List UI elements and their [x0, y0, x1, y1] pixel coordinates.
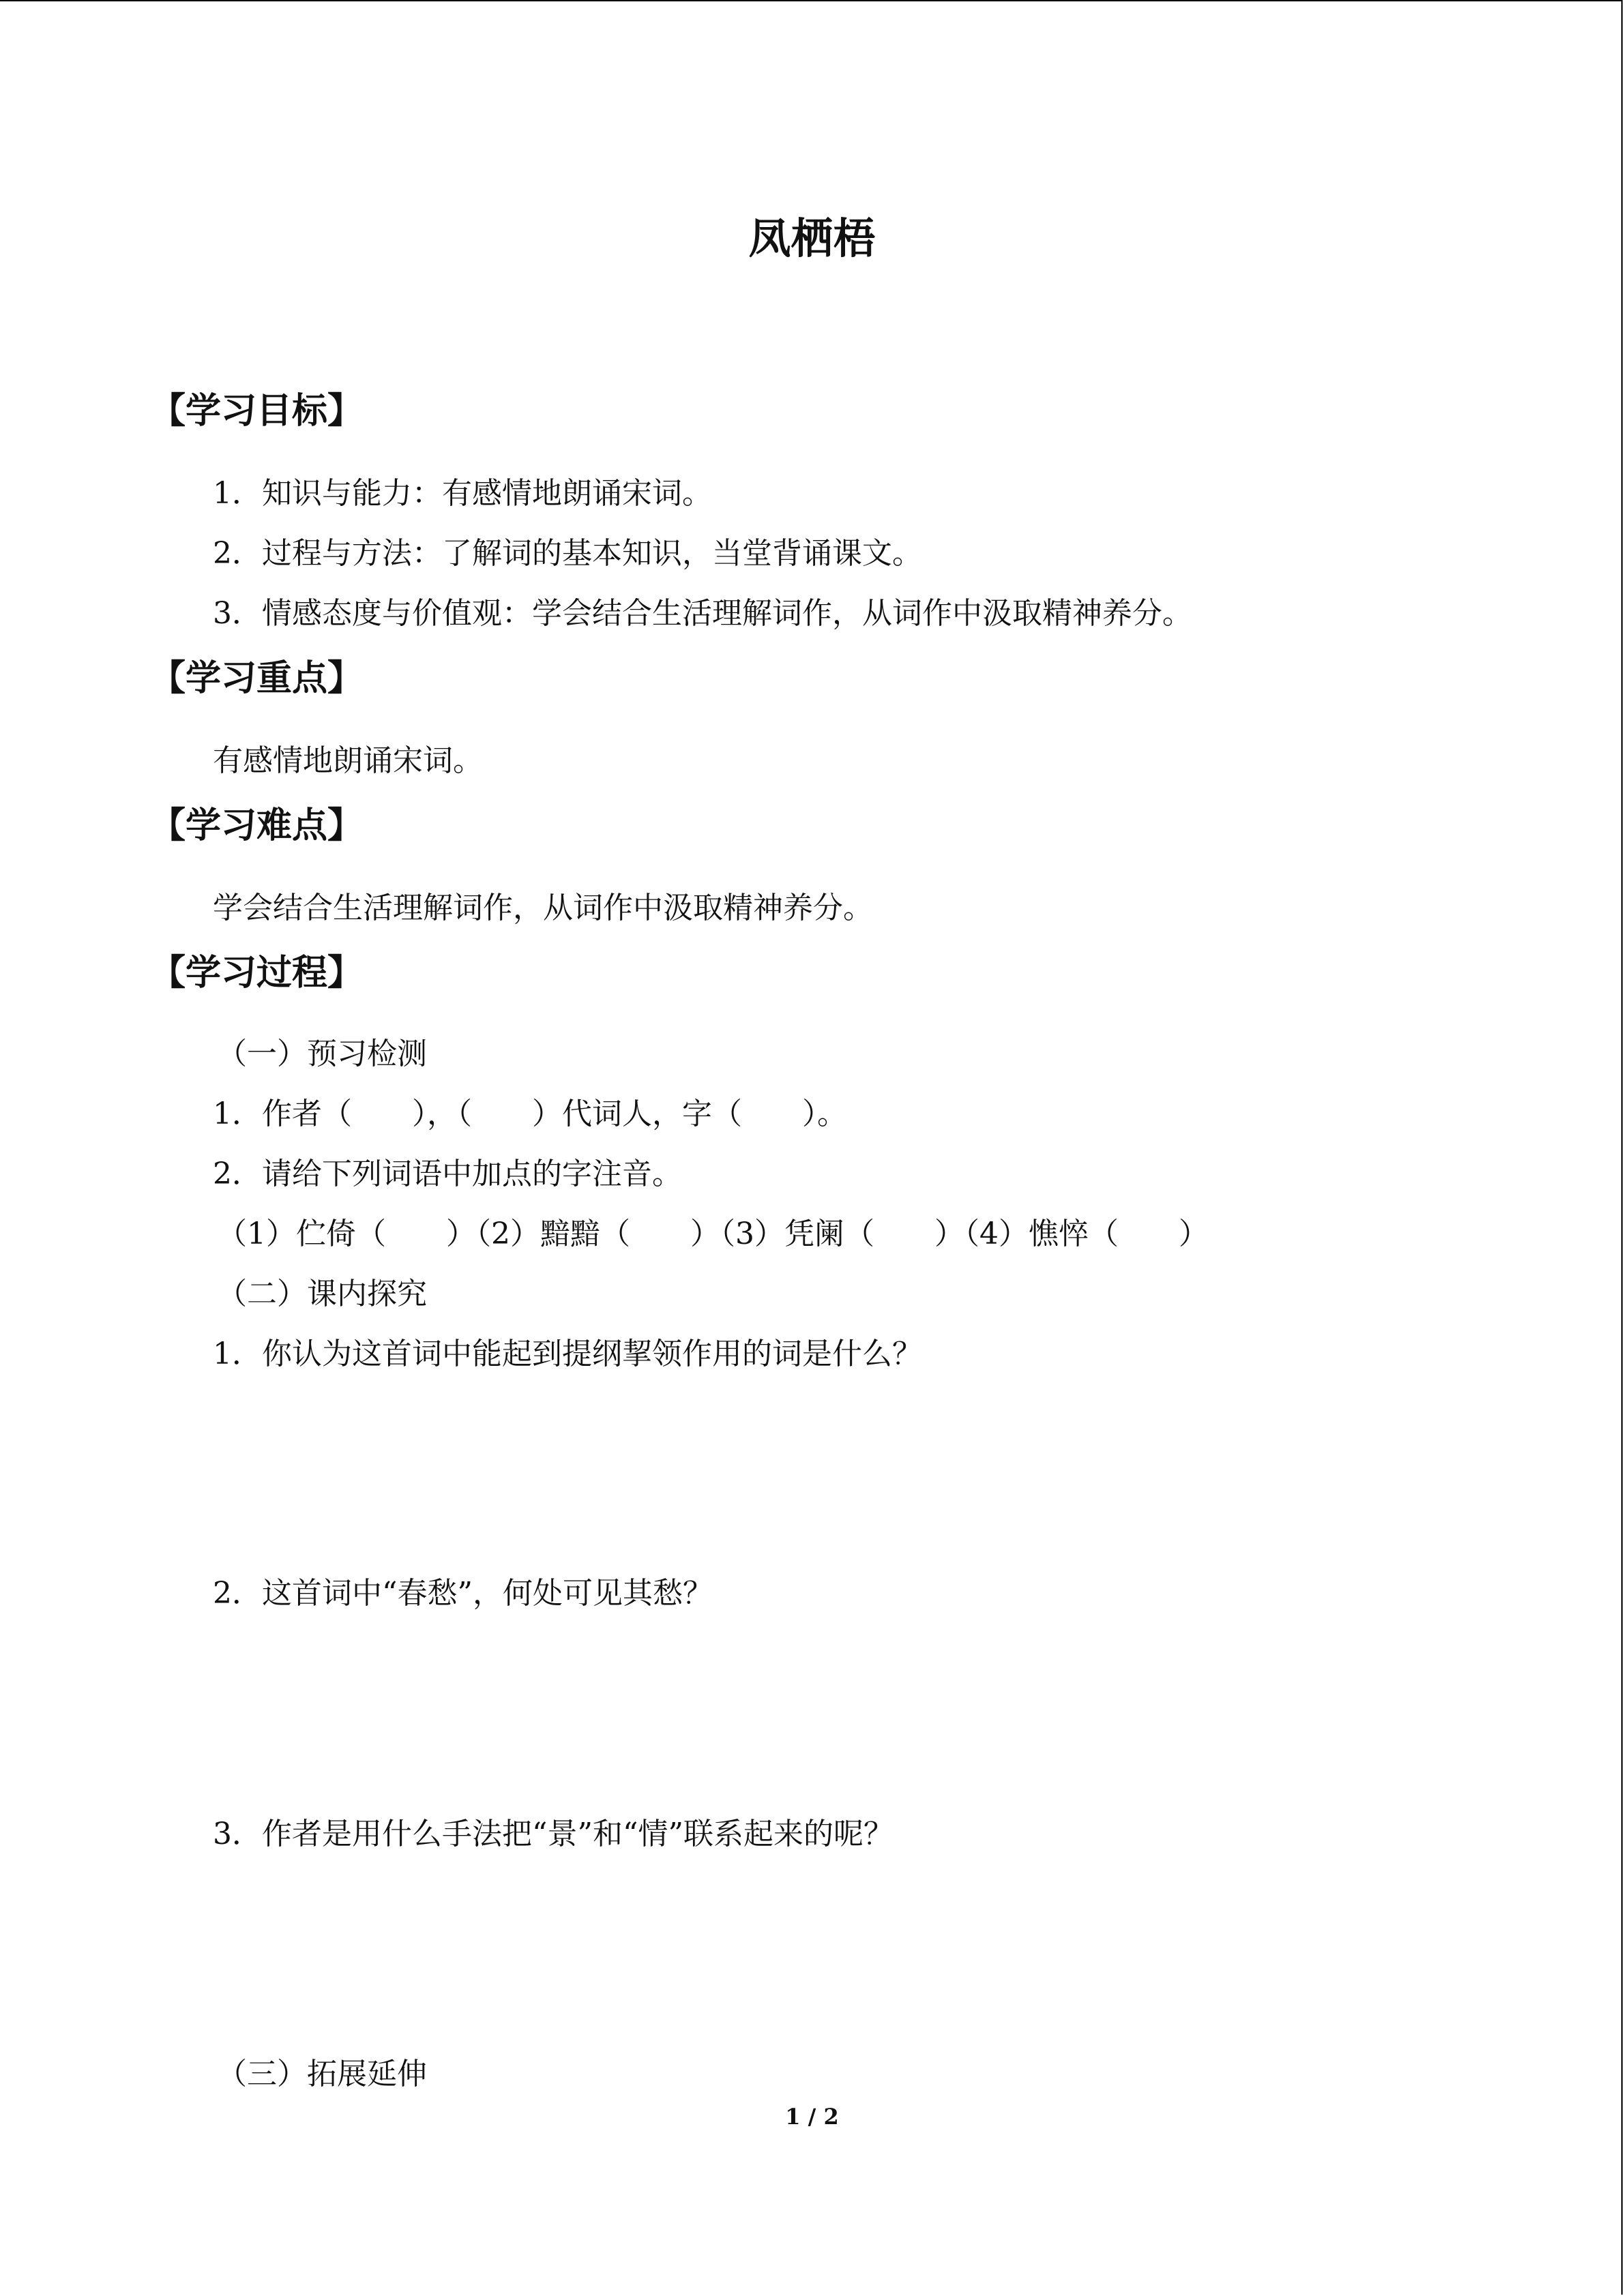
objective-item-2: 2．过程与方法：了解词的基本知识，当堂背诵课文。 [213, 536, 922, 571]
heading-process: 【学习过程】 [150, 953, 364, 994]
explore-label: （二）课内探究 [217, 1277, 427, 1311]
preview-question-2: 2．请给下列词语中加点的字注音。 [213, 1157, 682, 1191]
document-title: 凤栖梧 [748, 213, 876, 263]
preview-question-2-items: （1）伫倚（ ）（2）黯黯（ ）（3）凭阑（ ）（4）憔悴（ ） [217, 1217, 1209, 1251]
difficulties-text: 学会结合生活理解词作，从词作中汲取精神养分。 [213, 891, 873, 925]
explore-question-2: 2．这首词中“春愁”，何处可见其愁？ [213, 1576, 713, 1611]
preview-label: （一）预习检测 [217, 1037, 427, 1071]
heading-difficulties: 【学习难点】 [150, 805, 364, 846]
heading-objectives: 【学习目标】 [150, 391, 364, 432]
objective-item-3: 3．情感态度与价值观：学会结合生活理解词作，从词作中汲取精神养分。 [213, 596, 1192, 631]
preview-question-1: 1．作者（ ），（ ）代词人，字（ ）。 [213, 1097, 847, 1131]
heading-key-points: 【学习重点】 [150, 658, 364, 699]
extend-label: （三）拓展延伸 [217, 2057, 427, 2091]
explore-question-1: 1．你认为这首词中能起到提纲挈领作用的词是什么？ [213, 1337, 922, 1371]
page-number: 1 / 2 [785, 2104, 839, 2130]
objective-item-1: 1．知识与能力：有感情地朗诵宋词。 [213, 476, 712, 511]
explore-question-3: 3．作者是用什么手法把“景”和“情”联系起来的呢？ [213, 1817, 894, 1851]
key-points-text: 有感情地朗诵宋词。 [213, 743, 483, 778]
